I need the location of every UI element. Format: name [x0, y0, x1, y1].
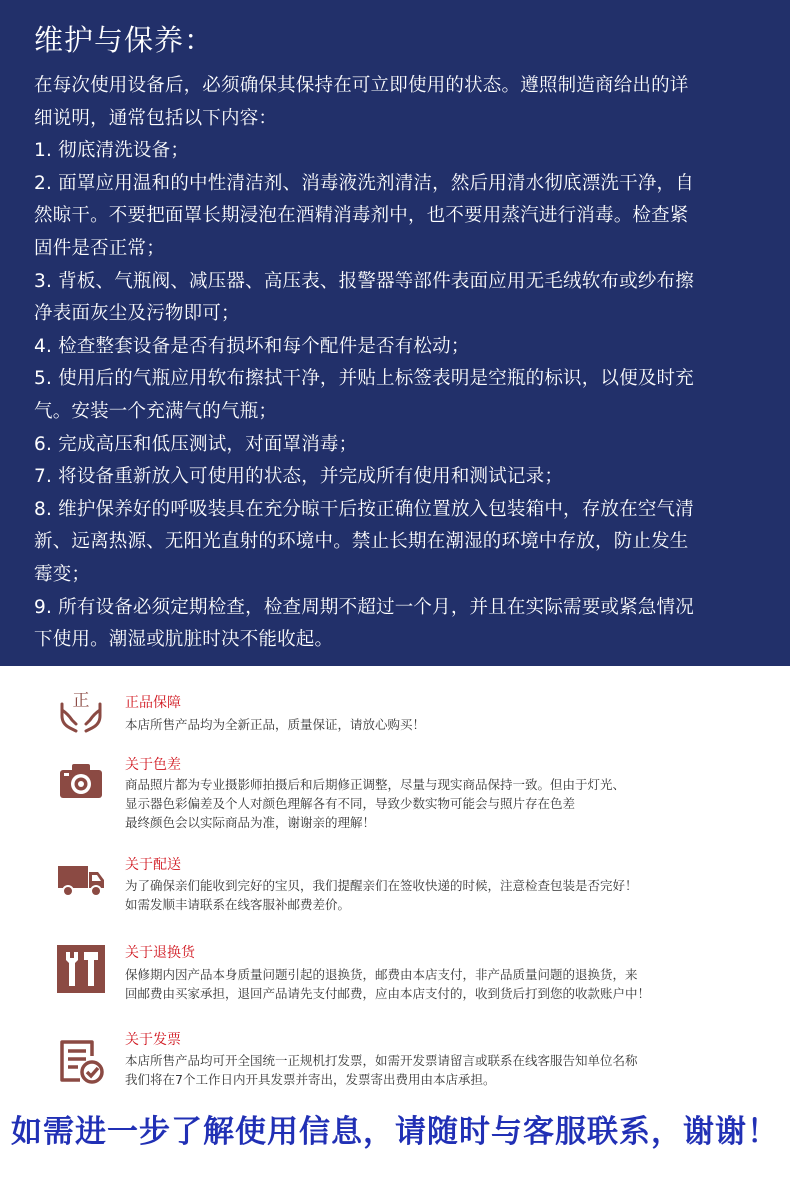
tools-icon [56, 944, 106, 994]
feature-text: 我们将在7个工作日内开具发票并寄出，发票寄出费用由本店承担。 [125, 1072, 496, 1087]
panel-line: 下使用。潮湿或肮脏时决不能收起。 [34, 629, 334, 651]
feature-title: 关于退换货 [125, 945, 195, 961]
panel-line: 新、远离热源、无阳光直射的环境中。禁止长期在潮湿的环境中存放，防止发生 [34, 531, 689, 553]
footer-contact-note: 如需进一步了解使用信息，请随时与客服联系，谢谢！ [11, 1114, 779, 1150]
feature-text: 本店所售产品均可开全国统一正规机打发票，如需开发票请留言或联系在线客服告知单位名称 [125, 1053, 638, 1068]
panel-line: 固件是否正常； [34, 237, 165, 259]
panel-line: 在每次使用设备后，必须确保其保持在可立即使用的状态。遵照制造商给出的详 [34, 75, 689, 96]
feature-text: 为了确保亲们能收到完好的宝贝，我们提醒亲们在签收快递的时候，注意检查包装是否完好！ [125, 878, 638, 893]
feature-title: 关于色差 [125, 757, 181, 773]
panel-line: 7. 将设备重新放入可使用的状态，并完成所有使用和测试记录； [34, 466, 564, 488]
panel-line: 2. 面罩应用温和的中性清洁剂、消毒液洗剂清洁，然后用清水彻底漂洗干净，自 [34, 172, 694, 194]
feature-title: 关于配送 [125, 857, 181, 873]
panel-line: 细说明，通常包括以下内容： [34, 107, 278, 129]
panel-line: 9. 所有设备必须定期检查，检查周期不超过一个月，并且在实际需要或紧急情况 [34, 596, 694, 618]
genuine-hands-icon [56, 684, 106, 734]
truck-icon [56, 854, 106, 904]
panel-line: 3. 背板、气瓶阀、减压器、高压表、报警器等部件表面应用无毛绒软布或纱布擦 [34, 270, 694, 292]
panel-line: 净表面灰尘及污物即可； [34, 303, 240, 325]
feature-text: 最终颜色会以实际商品为准，谢谢亲的理解！ [125, 815, 376, 830]
panel-line: 4. 检查整套设备是否有损坏和每个配件是否有松动； [34, 335, 470, 357]
panel-title: 维护与保养： [34, 23, 215, 57]
feature-title: 正品保障 [125, 695, 181, 711]
feature-text: 本店所售产品均为全新正品，质量保证，请放心购买！ [125, 717, 426, 732]
panel-line: 8. 维护保养好的呼吸装具在充分晾干后按正确位置放入包装箱中，存放在空气清 [34, 498, 694, 520]
feature-text: 显示器色彩偏差及个人对颜色理解各有不同，导致少数实物可能会与照片存在色差 [125, 796, 576, 811]
genuine-char: 正 [72, 691, 90, 711]
feature-text: 回邮费由买家承担，退回产品请先支付邮费，应由本店支付的，收到货后打到您的收款账户中！ [125, 986, 651, 1001]
panel-line: 6. 完成高压和低压测试，对面罩消毒； [34, 433, 358, 455]
feature-text: 保修期内因产品本身质量问题引起的退换货，邮费由本店支付，非产品质量问题的退换货，来 [125, 967, 638, 982]
camera-icon [56, 756, 106, 806]
panel-line: 气。安装一个充满气的气瓶； [34, 400, 278, 422]
feature-title: 关于发票 [125, 1032, 181, 1048]
panel-line: 然晾干。不要把面罩长期浸泡在酒精消毒剂中，也不要用蒸汽进行消毒。检查紧 [34, 205, 689, 227]
feature-text: 商品照片都为专业摄影师拍摄后和后期修正调整，尽量与现实商品保持一致。但由于灯光、 [125, 777, 626, 792]
feature-text: 如需发顺丰请联系在线客服补邮费差价。 [125, 897, 351, 912]
panel-line: 5. 使用后的气瓶应用软布擦拭干净，并贴上标签表明是空瓶的标识，以便及时充 [34, 368, 694, 390]
panel-line: 1. 彻底清洗设备； [34, 140, 190, 162]
invoice-check-icon [56, 1036, 106, 1086]
panel-line: 霉变； [34, 563, 91, 585]
